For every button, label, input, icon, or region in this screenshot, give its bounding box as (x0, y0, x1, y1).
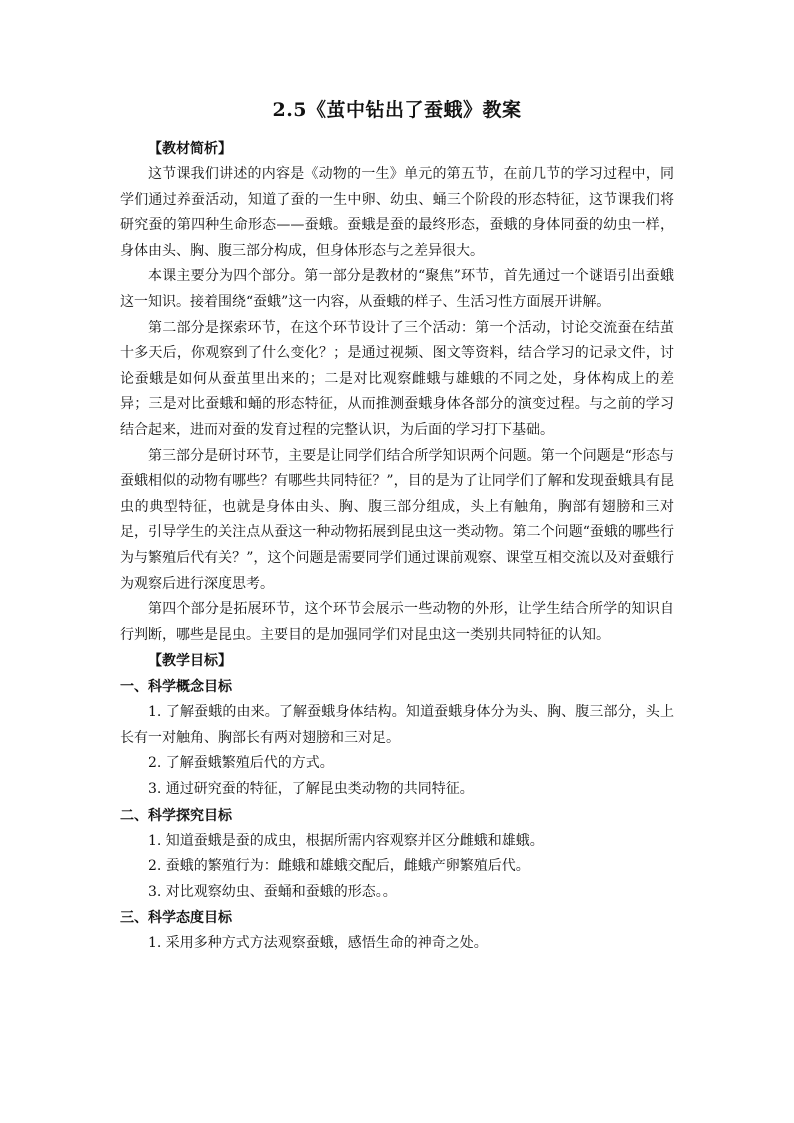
list-item: 3. 通过研究蚕的特征，了解昆虫类动物的共同特征。 (148, 781, 474, 798)
list-item: 3. 对比观察幼虫、蚕蛹和蚕蛾的形态。。 (148, 883, 397, 900)
list-item: 1. 采用多种方式方法观察蚕蛾，感悟生命的神奇之处。 (148, 935, 488, 952)
list-item: 1. 了解蚕蛾的由来。了解蚕蛾身体结构。知道蚕蛾身体分为头、胸、腹三部分，头上长有一对触角、胸部长有两对翅膀和三对足。 (120, 704, 674, 746)
list-item: 1. 知道蚕蛾是蚕的成虫，根据所需内容观察并区分雌蛾和雄蛾。 (148, 832, 544, 849)
paragraph: 第二部分是探索环节，在这个环节设计了三个活动：第一个活动，讨论交流蚕在结茧十多天后，你观察到了什么变化？；是通过视频、图文等资料，结合学习的记录文件，讨论蚕蛾是如何从蚕茧里出来的；二是对比观察雌蛾与雄蛾的不同之处，身体构成上的差异；三是对比蚕蛾和蛹的形态特征，从而推测蚕蛾身体各部分的演变过程。与之前的学习结合起来，进而对蚕的发育过程的完整认识，为后面的学习打下基础。 (120, 319, 674, 438)
document-title: 2.5《茧中钻出了蚕蛾》教案 (272, 99, 522, 121)
paragraph: 本课主要分为四个部分。第一部分是教材的“聚焦”环节，首先通过一个谜语引出蚕蛾这一知识。接着围绕“蚕蛾”这一内容，从蚕蛾的样子、生活习性方面展开讲解。 (120, 268, 674, 310)
list-item: 2. 了解蚕蛾繁殖后代的方式。 (148, 755, 334, 772)
paragraph: 这节课我们讲述的内容是《动物的一生》单元的第五节，在前几节的学习过程中，同学们通过养蚕活动，知道了蚕的一生中卵、幼虫、蛹三个阶段的形态特征，这节课我们将研究蚕的第四种生命形态——蚕蛾。蚕蛾是蚕的最终形态，蚕蛾的身体同蚕的幼虫一样，身体由头、胸、腹三部分构成，但身体形态与之差异很大。 (120, 166, 674, 259)
section-heading-textbook-analysis: 【教材简析】 (148, 141, 232, 157)
paragraph: 第四个部分是拓展环节，这个环节会展示一些动物的外形，让学生结合所学的知识自行判断，哪些是昆虫。主要目的是加强同学们对昆虫这一类别共同特征的认知。 (120, 601, 674, 643)
subheading-concept-goals: 一、科学概念目标 (120, 679, 232, 696)
section-heading-teaching-goals: 【教学目标】 (148, 653, 232, 670)
document-page (120, 96, 674, 957)
list-item: 2. 蚕蛾的繁殖行为：雌蛾和雄蛾交配后，雌蛾产卵繁殖后代。 (148, 858, 530, 875)
paragraph: 第三部分是研讨环节，主要是让同学们结合所学知识两个问题。第一个问题是“形态与蚕蛾相似的动物有哪些？有哪些共同特征？”，目的是为了让同学们了解和发现蚕蛾具有昆虫的典型特征，也就是身体由头、胸、腹三部分组成，头上有触角，胸部有翅膀和三对足，引导学生的关注点从蚕这一种动物拓展到昆虫这一类动物。第二个问题“蚕蛾的哪些行为与繁殖后代有关？”，这个问题是需要同学们通过课前观察、课堂互相交流以及对蚕蛾行为观察后进行深度思考。 (120, 447, 674, 592)
subheading-attitude-goals: 三、科学态度目标 (120, 910, 232, 927)
subheading-inquiry-goals: 二、科学探究目标 (120, 807, 232, 824)
